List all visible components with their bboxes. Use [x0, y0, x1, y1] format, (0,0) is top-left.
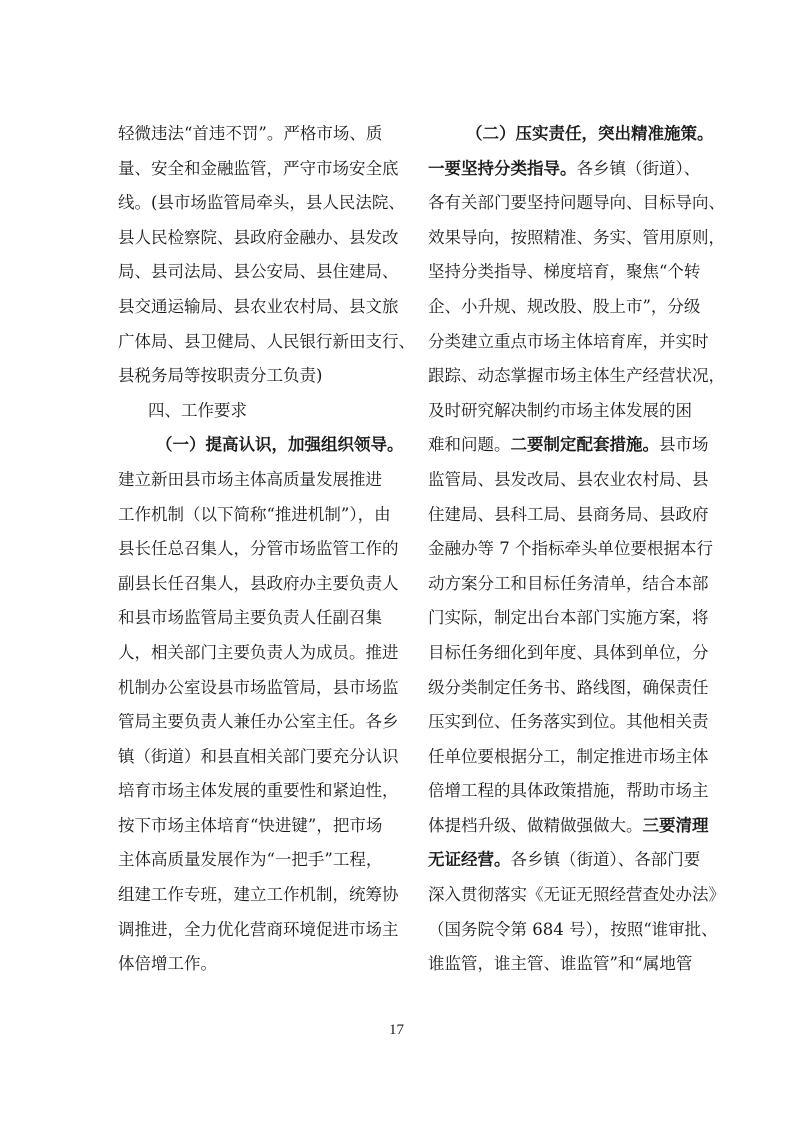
text-line — [428, 913, 718, 948]
text-line — [118, 255, 399, 290]
text-line — [428, 290, 706, 325]
text-line — [118, 290, 399, 325]
text-line — [118, 428, 404, 463]
text-line — [118, 325, 415, 360]
text-line — [428, 394, 706, 429]
text-line — [428, 325, 709, 360]
text-line — [428, 532, 713, 567]
text-line — [428, 878, 725, 913]
text-line — [428, 947, 706, 982]
text-run: 压实到位、任务落实到位。其他相关责 — [428, 712, 709, 732]
text-line — [428, 671, 709, 706]
text-line — [118, 774, 399, 809]
text-line — [118, 671, 399, 706]
text-line — [428, 221, 725, 256]
text-line — [118, 152, 399, 187]
text-run: 四、工作要求 — [148, 400, 247, 420]
text-line — [428, 117, 714, 152]
text-line — [428, 186, 725, 221]
text-run: 体倍增工作。 — [118, 954, 217, 974]
text-run: 任单位要根据分工，制定推进市场主体 — [428, 746, 709, 766]
text-run: （国务院令第 684 号），按照“谁审批、 — [428, 919, 718, 939]
text-line — [428, 152, 706, 187]
text-line — [428, 809, 709, 844]
text-line — [118, 463, 396, 498]
text-run: 监管局、县发改局、县农业农村局、县 — [428, 469, 709, 489]
text-run: 局、县司法局、县公安局、县住建局、 — [118, 262, 399, 282]
text-line — [118, 947, 396, 982]
bold-text-run: （二）压实责任，突出精准施策。 — [466, 124, 714, 143]
text-line — [428, 255, 706, 290]
bold-text-run: 无证经营。 — [428, 850, 511, 870]
text-line — [118, 567, 399, 602]
text-line — [428, 740, 709, 775]
text-run: 调推进，全力优化营商环境促进市场主 — [118, 919, 399, 939]
text-run: 广体局、县卫健局、人民银行新田支行、 — [118, 331, 415, 351]
text-run: 建立新田县市场主体高质量发展推进 — [118, 469, 382, 489]
text-line — [118, 740, 399, 775]
text-line — [428, 463, 709, 498]
text-run: 动方案分工和目标任务清单，结合本部 — [428, 573, 709, 593]
text-run: 目标任务细化到年度、具体到单位，分 — [428, 642, 709, 662]
text-line — [118, 532, 399, 567]
text-run: 机制办公室设县市场监管局，县市场监 — [118, 677, 399, 697]
text-line — [428, 567, 709, 602]
text-line — [118, 394, 396, 429]
text-run: 体提档升级、做精做强做大。 — [428, 815, 643, 835]
right-column — [428, 117, 725, 982]
text-run: 各乡镇（街道）、 — [576, 158, 701, 178]
text-line — [118, 878, 399, 913]
text-line — [428, 498, 709, 533]
text-line — [118, 117, 396, 152]
text-line — [428, 774, 709, 809]
text-run: 门实际，制定出台本部门实施方案，将 — [428, 608, 709, 628]
text-run: 坚持分类指导、梯度培育，聚焦“个转 — [428, 262, 701, 282]
text-line — [118, 498, 396, 533]
text-run: 量、安全和金融监管，严守市场安全底 — [118, 158, 399, 178]
bold-text-run: 一要坚持分类指导。 — [428, 158, 577, 178]
text-line — [118, 705, 399, 740]
text-line — [428, 843, 706, 878]
text-run: 管局主要负责人兼任办公室主任。各乡 — [118, 712, 399, 732]
text-line — [428, 359, 725, 394]
text-line — [118, 843, 396, 878]
text-run: 镇（街道）和县直相关部门要充分认识 — [118, 746, 399, 766]
text-run: 谁监管，谁主管、谁监管”和“属地管 — [428, 954, 693, 974]
text-run: 各有关部门要坚持问题导向、目标导向、 — [428, 193, 725, 213]
text-run: 深入贯彻落实《无证无照经营查处办法》 — [428, 885, 725, 905]
text-run: 按下市场主体培育“快进键”，把市场 — [118, 815, 383, 835]
left-column — [118, 117, 415, 982]
text-line — [428, 636, 709, 671]
text-line — [118, 359, 396, 394]
text-run: 培育市场主体发展的重要性和紧迫性， — [118, 781, 399, 801]
text-line — [428, 705, 709, 740]
text-run: 副县长任召集人，县政府办主要负责人 — [118, 573, 399, 593]
text-run: 级分类制定任务书、路线图，确保责任 — [428, 677, 709, 697]
text-line — [118, 636, 399, 671]
text-run: 金融办等 7 个指标牵头单位要根据本行 — [428, 539, 713, 559]
text-run: 企、小升规、规改股、股上市”，分级 — [428, 296, 701, 316]
text-run: 县人民检察院、县政府金融办、县发改 — [118, 227, 399, 247]
text-run: 分类建立重点市场主体培育库，并实时 — [428, 331, 709, 351]
text-line — [428, 601, 709, 636]
text-run: 和县市场监管局主要负责人任副召集 — [118, 608, 382, 628]
text-run: 主体高质量发展作为“一把手”工程， — [118, 850, 383, 870]
text-run: 各乡镇（街道）、各部门要 — [510, 850, 701, 870]
text-run: 倍增工程的具体政策措施，帮助市场主 — [428, 781, 709, 801]
text-run: 线。(县市场监管局牵头，县人民法院、 — [118, 193, 405, 213]
text-line — [118, 913, 399, 948]
page-number: 17 — [389, 1022, 404, 1038]
text-run: 及时研究解决制约市场主体发展的困 — [428, 400, 692, 420]
text-line — [118, 221, 399, 256]
text-line — [118, 809, 396, 844]
text-run: 工作机制（以下简称“推进机制”），由 — [118, 504, 391, 524]
text-run: 县税务局等按职责分工负责) — [118, 366, 323, 386]
text-run: 轻微违法“首违不罚”。严格市场、质 — [118, 124, 383, 143]
text-run: 难和问题。 — [428, 435, 511, 455]
text-run: 县市场 — [659, 435, 709, 455]
text-run: 组建工作专班，建立工作机制，统筹协 — [118, 885, 399, 905]
text-line — [118, 186, 405, 221]
bold-text-run: （一）提高认识，加强组织领导。 — [156, 435, 404, 455]
text-run: 人，相关部门主要负责人为成员。推进 — [118, 642, 399, 662]
text-run: 住建局、县科工局、县商务局、县政府 — [428, 504, 709, 524]
text-run: 跟踪、动态掌握市场主体生产经营状况， — [428, 366, 725, 386]
text-run: 县交通运输局、县农业农村局、县文旅 — [118, 296, 399, 316]
text-line — [428, 428, 709, 463]
text-run: 效果导向，按照精准、务实、管用原则， — [428, 227, 725, 247]
text-line — [118, 601, 396, 636]
bold-text-run: 三要清理 — [642, 815, 709, 835]
bold-text-run: 二要制定配套措施。 — [510, 435, 659, 455]
text-run: 县长任总召集人，分管市场监管工作的 — [118, 539, 399, 559]
